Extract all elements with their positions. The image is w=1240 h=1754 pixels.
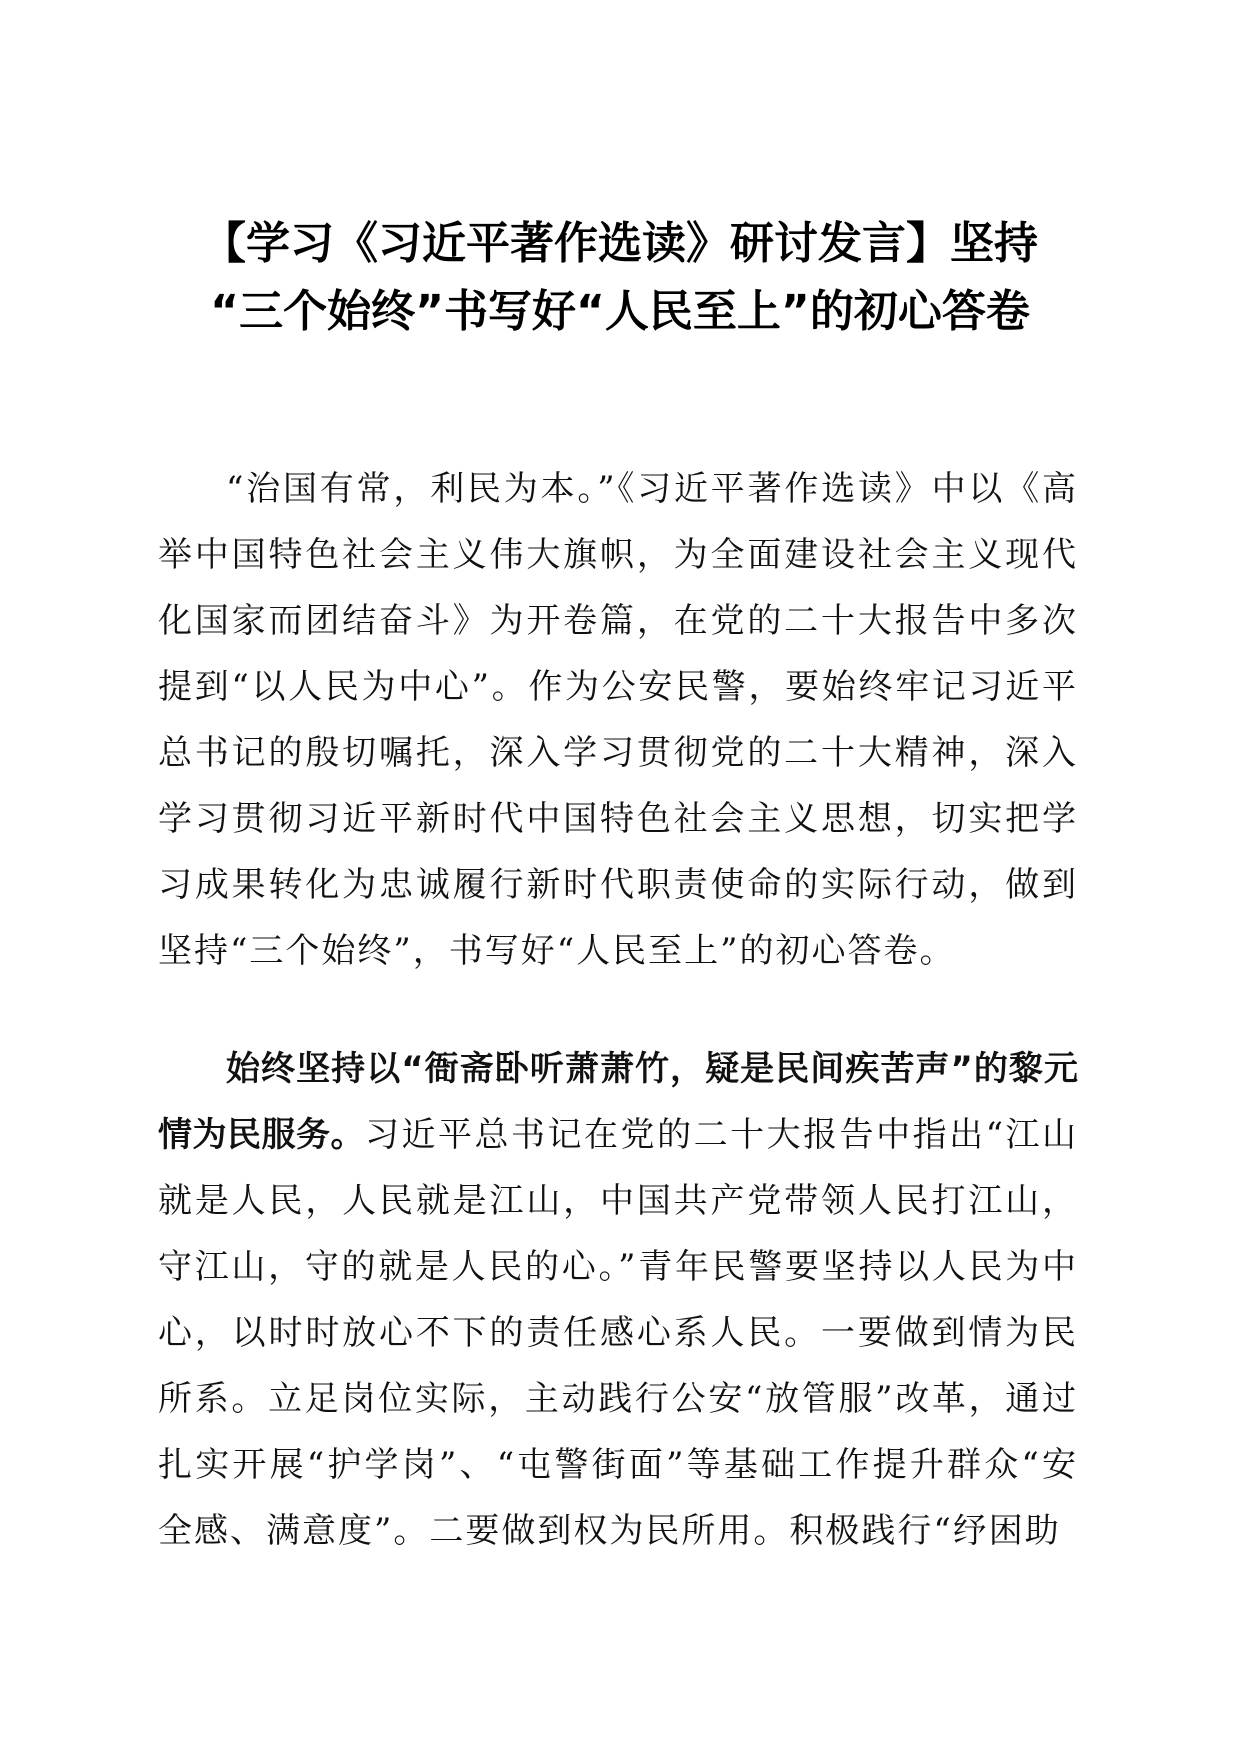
document-title	[140, 210, 1100, 346]
paragraph-intro-text: “治国有常，利民为本。”《习近平著作选读》中以《高举中国特色社会主义伟大旗帜，为全面建设社会主义现代化国家而团结奋斗》为开卷篇，在党的二十大报告中多次提到“以人民为中心”。作为公安民警，要始终牢记习近平总书记的殷切嘱托，深入学习贯彻党的二十大精神，深入学习贯彻习近平新时代中国特色社会主义思想，切实把学习成果转化为忠诚履行新时代职责使命的实际行动，做到坚持“三个始终”，书写好“人民至上”的初心答卷。	[158, 469, 1078, 971]
title-line-2: “三个始终”书写好“人民至上”的初心答卷	[210, 286, 1030, 337]
section-1-heading: 始终坚持以“衙斋卧听萧萧竹，疑是民间疾苦声”的黎元情为民服务。	[158, 1049, 1078, 1155]
section-1-text: 习近平总书记在党的二十大报告中指出“江山就是人民，人民就是江山，中国共产党带领人民打江山，守江山，守的就是人民的心。”青年民警要坚持以人民为中心，以时时放心不下的责任感心系人民。一要做到情为民所系。立足岗位实际，主动践行公安“放管服”改革，通过扎实开展“护学岗”、“屯警街面”等基础工作提升群众“安全感、满意度”。二要做到权为民所用。积极践行“纾困助	[158, 1115, 1078, 1551]
title-line-1: 【学习《习近平著作选读》研讨发言】坚持	[202, 218, 1038, 269]
paragraph-section-1	[158, 1036, 1078, 1564]
paragraph-intro	[158, 456, 1078, 984]
